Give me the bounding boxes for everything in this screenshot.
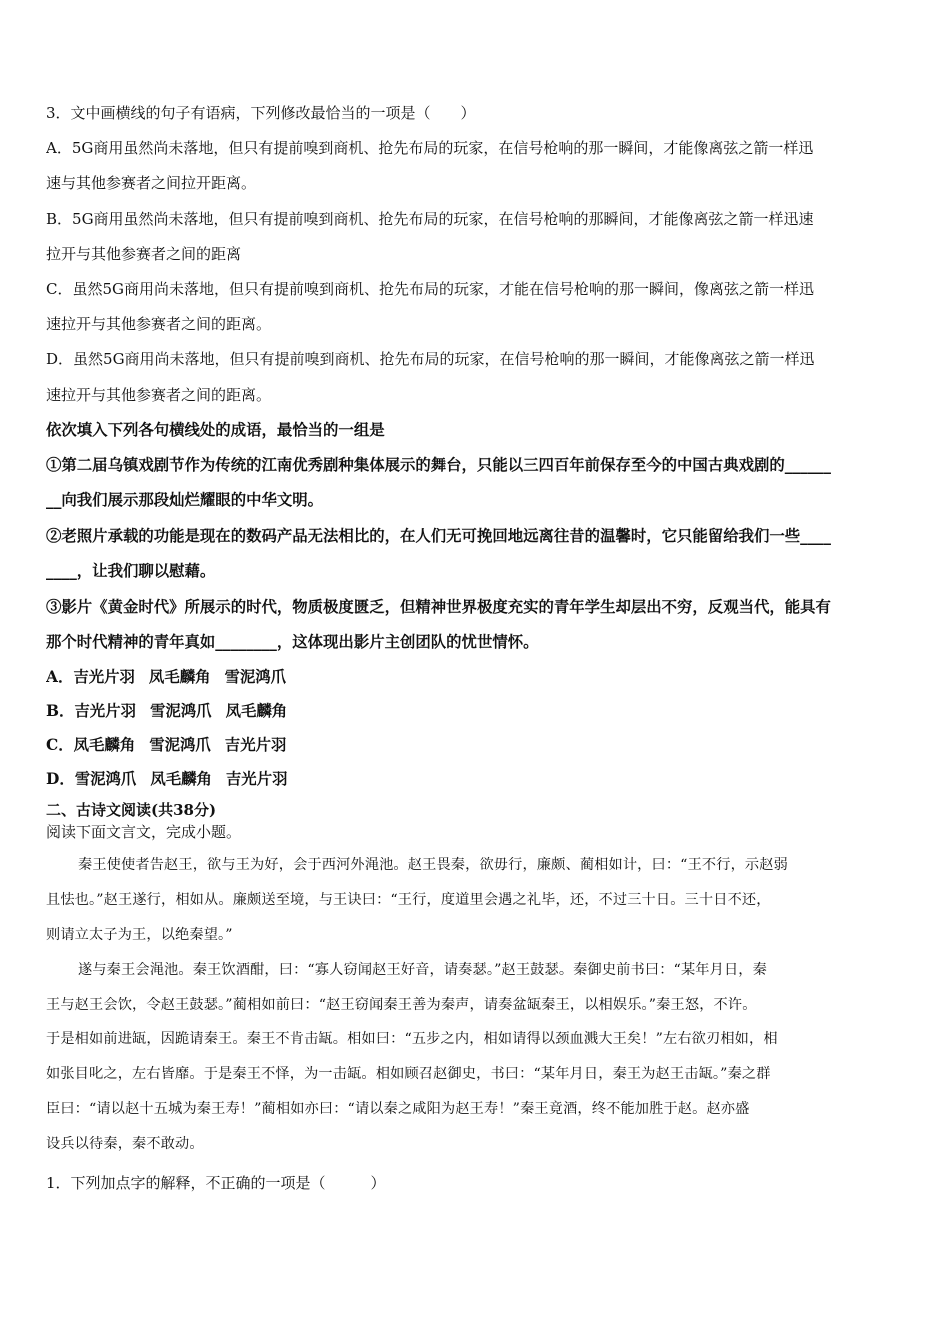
sentence-2-line-1: ②老照片承载的功能是现在的数码产品无法相比的，在人们无可挽回地远离往昔的温馨时，它只能留给我们一些____: [46, 526, 831, 545]
document-page: [46, 100, 904, 1200]
idiom: 吉光片羽: [74, 702, 136, 721]
passage-line: 如张目叱之，左右皆靡。于是秦王不怿，为一击缻。相如顾召赵御史，书曰：“某年月日，秦王为赵王击缻。”秦之群: [46, 1066, 771, 1083]
option-a-line-1: A．5G商用虽然尚未落地，但只有提前嗅到商机、抢先布局的玩家，在信号枪响的那一瞬间，才能像离弦之箭一样迅: [46, 139, 814, 158]
idiom: 吉光片羽: [224, 736, 287, 755]
option-d-line-2: 速拉开与其他参赛者之间的距离。: [46, 385, 272, 404]
section-2: [46, 800, 904, 844]
option-b-line-2: 拉开与其他参赛者之间的距离: [46, 244, 242, 263]
question-4-stem: 依次填入下列各句横线处的成语，最恰当的一组是: [46, 420, 385, 439]
option-letter: D．: [46, 770, 75, 789]
sentence-1-line-1: ①第二届乌镇戏剧节作为传统的江南优秀剧种集体展示的舞台，只能以三四百年前保存至今的中国古典戏剧的______: [46, 456, 831, 475]
passage-line: 于是相如前进缻，因跪请秦王。秦王不肯击缻。相如曰：“五步之内，相如请得以颈血溅大王矣！”左右欲刃相如，相: [46, 1031, 778, 1048]
option-c[interactable]: [46, 276, 904, 346]
option-b-line-1: B．5G商用虽然尚未落地，但只有提前嗅到商机、抢先布局的玩家，在信号枪响的那瞬间，才能像离弦之箭一样迅速: [46, 209, 814, 228]
option-d[interactable]: [46, 346, 904, 416]
option-b[interactable]: [46, 206, 904, 276]
section-2-instruction: 阅读下面文言文，完成小题。: [46, 823, 242, 842]
question-3: [46, 100, 904, 417]
idiom-option-b[interactable]: [46, 698, 904, 732]
idiom: 雪泥鸿爪: [149, 702, 212, 721]
sentence-2-line-2: ____，让我们聊以慰藉。: [46, 562, 216, 581]
question-1-stem: 1．下列加点字的解释，不正确的一项是（ ）: [46, 1173, 386, 1192]
idiom: 凤毛麟角: [225, 702, 288, 721]
idiom: 雪泥鸿爪: [224, 668, 287, 687]
option-a[interactable]: [46, 135, 904, 205]
passage-line: 臣曰：“请以赵十五城为秦王寿！”蔺相如亦曰：“请以秦之咸阳为赵王寿！”秦王竟酒，终不能加胜于赵。赵亦盛: [46, 1101, 750, 1117]
idiom: 雪泥鸿爪: [149, 736, 211, 755]
idiom-option-d[interactable]: [46, 766, 904, 800]
passage-line: 且怯也。”赵王遂行，相如从。廉颇送至境，与王诀曰：“王行，度道里会遇之礼毕，还，不过三十日。三十日不还，: [46, 892, 771, 909]
sentence-1-line-2: __向我们展示那段灿烂耀眼的中华文明。: [46, 491, 324, 510]
passage-line: 则请立太子为王，以绝秦望。”: [46, 927, 233, 944]
idiom-option-c[interactable]: [46, 732, 904, 766]
sentence-3-line-2: 那个时代精神的青年真如________，这体现出影片主创团队的忧世情怀。: [46, 633, 539, 652]
option-d-line-1: D．虽然5G商用尚未落地，但只有提前嗅到商机、抢先布局的玩家，在信号枪响的那一瞬间，才能像离弦之箭一样迅: [46, 350, 815, 369]
option-a-line-2: 速与其他参赛者之间拉开距离。: [46, 174, 257, 193]
idiom: 雪泥鸿爪: [74, 770, 137, 789]
question-4: [46, 417, 904, 801]
question-3-stem: 3．文中画横线的句子有语病，下列修改最恰当的一项是（ ）: [46, 104, 476, 122]
idiom: 吉光片羽: [73, 668, 135, 687]
idiom: 凤毛麟角: [148, 668, 211, 687]
sentence-3-line-1: ③影片《黄金时代》所展示的时代，物质极度匮乏，但精神世界极度充实的青年学生却层出不穷，反观当代，能具有: [46, 597, 831, 616]
passage-line: 遂与秦王会渑池。秦王饮酒酣，曰：“寡人窃闻赵王好音，请奏瑟。”赵王鼓瑟。秦御史前书曰：“某年月日，秦: [78, 961, 767, 978]
idiom: 凤毛麟角: [150, 770, 212, 789]
idiom-option-a[interactable]: [46, 664, 904, 698]
passage-line: 秦王使使者告赵王，欲与王为好，会于西河外渑池。赵王畏秦，欲毋行，廉颇、蔺相如计，曰：“王不行，示赵弱: [78, 857, 788, 874]
option-c-line-1: C．虽然5G商用尚未落地，但只有提前嗅到商机、抢先布局的玩家，才能在信号枪响的那一瞬间，像离弦之箭一样迅: [46, 279, 815, 298]
section-2-heading: 二、古诗文阅读(共38分): [46, 801, 217, 820]
option-letter: A．: [46, 668, 74, 687]
passage-line: 设兵以待秦，秦不敢动。: [46, 1135, 204, 1152]
option-letter: B．: [46, 702, 75, 721]
passage-line: 王与赵王会饮，令赵王鼓瑟。”蔺相如前曰：“赵王窃闻秦王善为秦声，请奏盆缻秦王，以相娱乐。”秦王怒，不许。: [46, 996, 757, 1013]
option-letter: C．: [46, 736, 74, 755]
option-c-line-2: 速拉开与其他参赛者之间的距离。: [46, 315, 272, 334]
classical-passage: [46, 852, 904, 1165]
idiom: 凤毛麟角: [73, 736, 136, 755]
idiom: 吉光片羽: [225, 770, 288, 789]
